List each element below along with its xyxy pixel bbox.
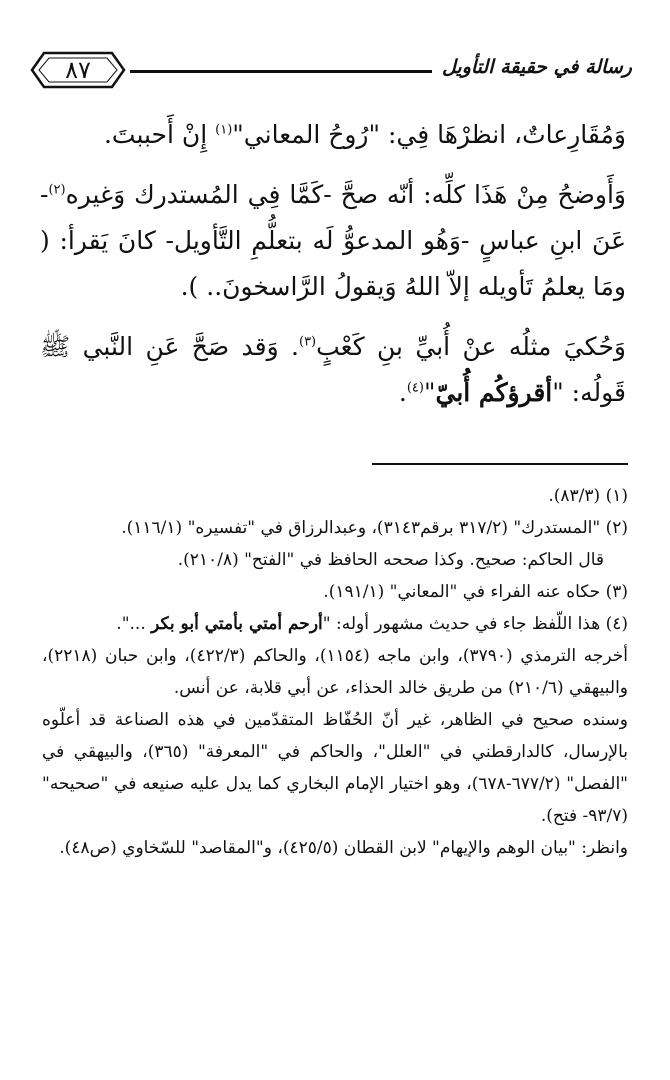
paragraph-3 bbox=[40, 324, 626, 416]
footnote-4 bbox=[42, 608, 628, 640]
footnote-ref-4[interactable]: (٤) bbox=[406, 380, 424, 396]
footnotes bbox=[42, 480, 628, 864]
main-text bbox=[40, 112, 626, 430]
page-number: ٨٧ bbox=[65, 56, 91, 84]
footnote-1: (١) (٨٣/٣). bbox=[548, 486, 628, 506]
paragraph-3-mid: . وَقد صَحَّ عَنِ النَّبي ﷺ قَولُه: " bbox=[40, 332, 626, 407]
paragraph-1-tail: إِنْ أَحببتَ. bbox=[103, 120, 216, 149]
paragraph-1 bbox=[40, 112, 626, 158]
book-title: رسالة في حقيقة التأويل bbox=[442, 56, 632, 78]
quote-close: " bbox=[423, 378, 436, 407]
paragraph-2-text: وَأَوضحُ مِنْ هَذَا كلِّه: أنّه صحَّ -كَمَّا فِي المُستدرك وَغيره bbox=[65, 180, 626, 209]
running-header bbox=[30, 50, 632, 94]
footnote-4-tail: ...". bbox=[116, 614, 152, 634]
paragraph-2 bbox=[40, 172, 626, 310]
footnote-3: (٣) حكاه عنه الفراء في "المعاني" (١٩١/١). bbox=[323, 582, 628, 602]
footnote-ref-2[interactable]: (٢) bbox=[48, 182, 66, 198]
footnote-4-hadith: أرحم أمتي بأمتي أبو بكر bbox=[151, 614, 323, 634]
paragraph-1-text: وَمُقَارِعاتٌ، انظرْهَا فِي: "رُوحُ المعاني" bbox=[232, 120, 626, 149]
footnote-ref-3[interactable]: (٣) bbox=[298, 334, 317, 350]
paragraph-3-tail: . bbox=[398, 378, 407, 407]
paragraph-3-text: وَحُكيَ مثلُه عنْ أُبيِّ بنِ كَعْبٍ bbox=[316, 332, 626, 361]
page-number-badge bbox=[30, 50, 126, 90]
footnote-divider bbox=[372, 463, 628, 465]
footnote-4-illah: وسنده صحيح في الظاهر، غير أنّ الحُفّاظ المتقدّمين في هذه الصناعة قد أعلّوه بالإرسال، كالدارقطني في "العلل"، والحاكم في "المعرفة" (٣٦٥)، والبيهقي في "الفصل" (٦٧٧/٢-٦٧٨)، وهو اختيار الإمام البخاري كما يدل عليه صنيعه في "صحيحه" (٩٣/٧- فتح). bbox=[42, 710, 628, 826]
paragraph-2-tail: - عَنَ ابنِ عباسٍ -وَهُو المدعوُّ لَه بتعلُّمِ التَّأويل- كانَ يَقرأ: ( ومَا يعلمُ تَأويله إلاّ اللهُ وَيقولُ الرَّاسخونَ.. ). bbox=[40, 180, 626, 301]
footnote-4-takhrij: أخرجه الترمذي (٣٧٩٠)، وابن ماجه (١١٥٤)، والحاكم (٤٢٢/٣)، وابن حبان (٢٢١٨)، والبيهقي (٢١٠/٦) من طريق خالد الحذاء، عن أبي قلابة، عن أنس. bbox=[42, 646, 629, 698]
hadith-quote: أقرؤكُم أُبيّ bbox=[435, 378, 553, 407]
header-rule bbox=[130, 70, 432, 73]
footnote-4-see-also: وانظر: "بيان الوهم والإيهام" لابن القطان (٤٢٥/٥)، و"المقاصد" للسّخاوي (ص٤٨). bbox=[59, 838, 628, 858]
footnote-4-text: (٤) هذا اللّفظ جاء في حديث مشهور أوله: " bbox=[322, 614, 628, 634]
footnote-2-note: قال الحاكم: صحيح. وكذا صححه الحافظ في "الفتح" (٢١٠/٨). bbox=[177, 550, 604, 570]
footnote-2: (٢) "المستدرك" (٣١٧/٢ برقم٣١٤٣)، وعبدالرزاق في "تفسيره" (١١٦/١). bbox=[121, 518, 628, 538]
footnote-ref-1[interactable]: (١) bbox=[215, 122, 233, 138]
